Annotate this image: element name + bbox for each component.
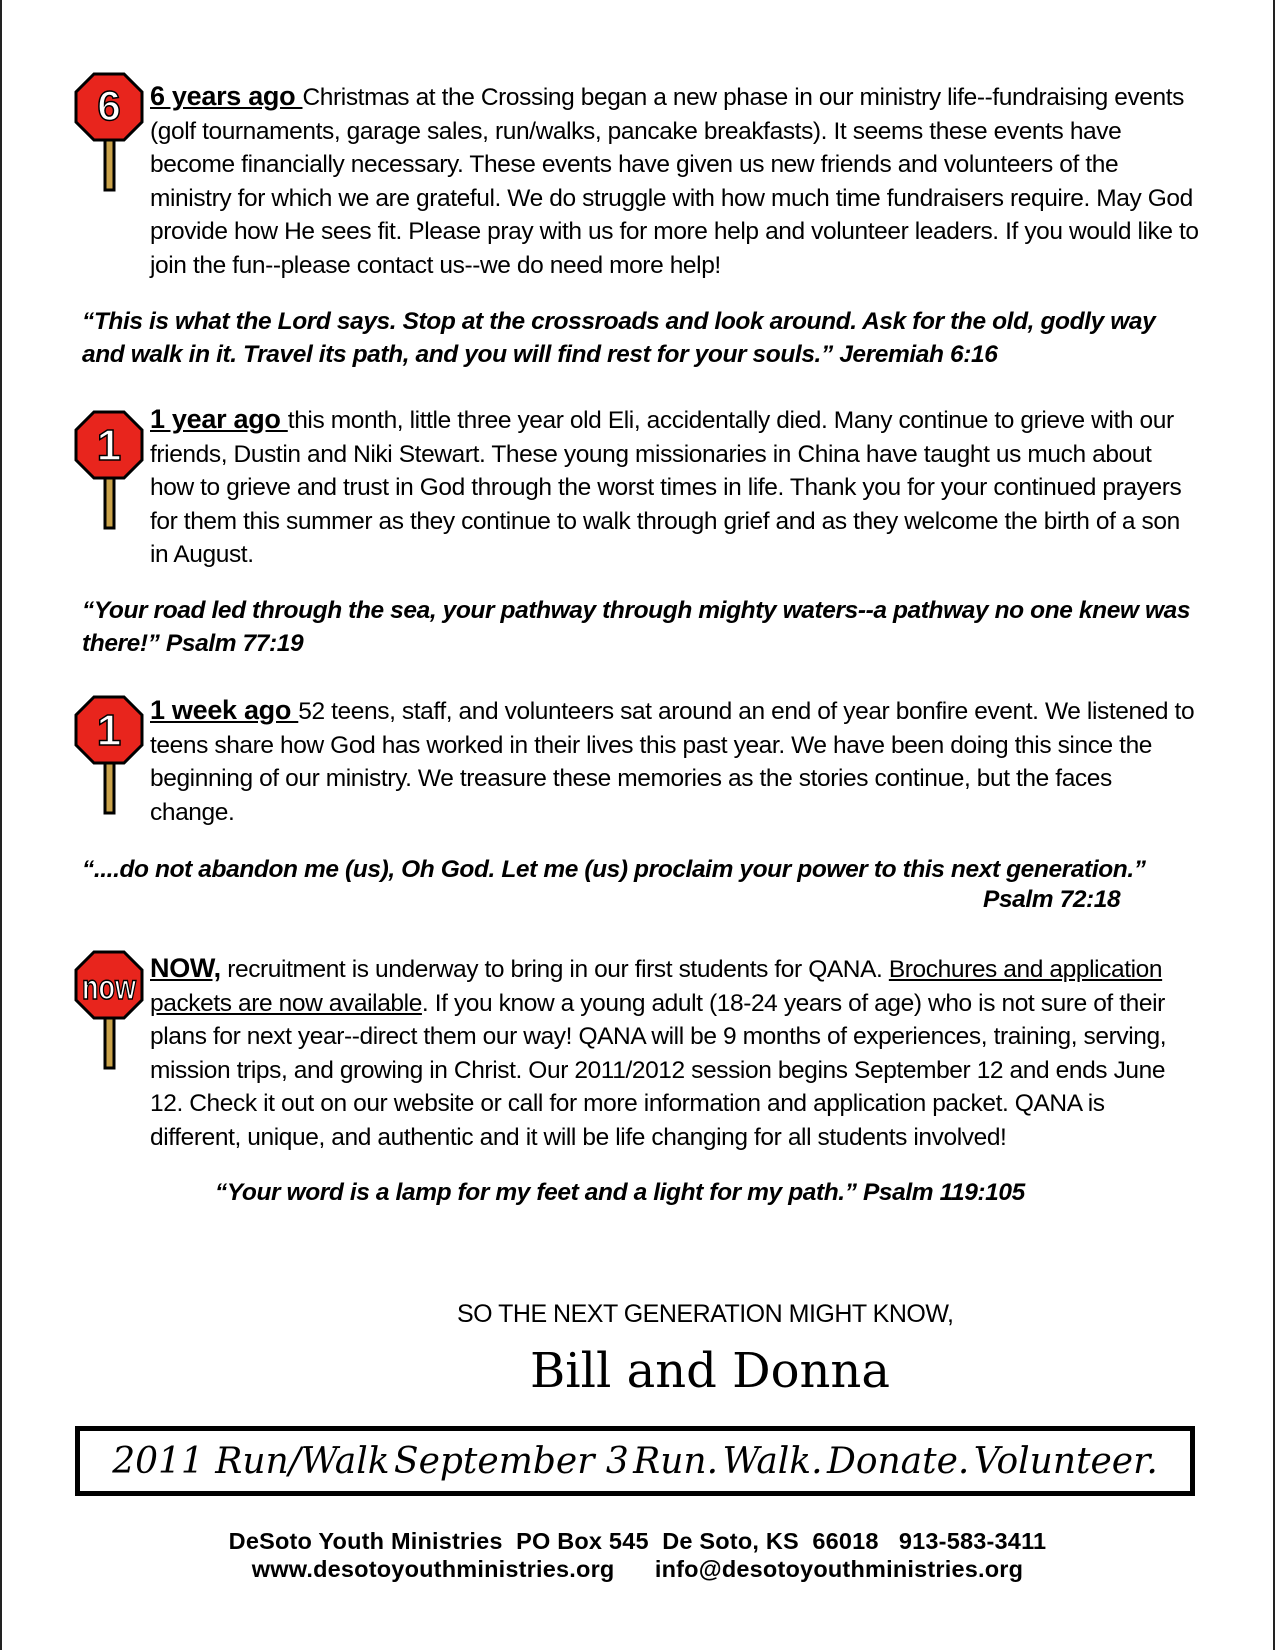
badge-label: 6 <box>97 82 121 129</box>
entry-text: this month, little three year old Eli, accidentally died. Many continue to grieve with our friends, Dustin and Niki Stewart. These young missionaries in China have taught us much about how to grieve and trust in God through the worst times in life. Thank you for your continued prayers for them this summer as they continue to walk through grief and as they welcome the birth of a son in August. <box>150 407 1182 568</box>
banner-walk: Walk. <box>722 1440 823 1482</box>
page-border-left <box>0 0 2 1650</box>
entry-text: recruitment is underway to bring in our first students for QANA. <box>220 956 889 983</box>
stop-sign-now-icon <box>74 950 144 1070</box>
banner-event: 2011 Run/Walk <box>112 1440 390 1482</box>
entry-1-week-ago <box>150 694 1200 829</box>
badge-label: now <box>82 967 136 1007</box>
entry-now <box>150 952 1200 1154</box>
scripture-ref-psalm-72: Psalm 72:18 <box>983 886 1121 913</box>
banner-donate: Donate. <box>826 1440 970 1482</box>
signature: Bill and Donna <box>530 1343 890 1399</box>
badge-label: 1 <box>96 421 122 470</box>
run-walk-banner <box>75 1426 1195 1496</box>
entry-text: 52 teens, staff, and volunteers sat around an end of year bonfire event. We listened to teens share how God has worked in their lives this past year. We have been doing this since the beginning of our ministry. We treasure these memories as the stories continue, but the faces change. <box>150 698 1195 826</box>
scripture-quote-jeremiah: “This is what the Lord says. Stop at the crossroads and look around. Ask for the old, godly way and walk in it. Travel its path, and you will find rest for your souls.” Jeremiah 6:16 <box>82 308 1156 368</box>
brochures-link-text: Brochures and application packets are now available <box>150 956 1163 1017</box>
entry-lead: 6 years ago <box>150 81 303 111</box>
scripture-quote-psalm-119: “Your word is a lamp for my feet and a light for my path.” Psalm 119:105 <box>215 1179 1025 1206</box>
scripture-quote-psalm-77: “Your road led through the sea, your pathway through mighty waters--a pathway no one knew was there!” Psalm 77:19 <box>82 597 1191 657</box>
stop-sign-6-icon <box>74 72 144 192</box>
footer-web-email: www.desotoyouthministries.org info@desotoyouthministries.org <box>251 1556 1024 1582</box>
entry-6-years-ago <box>150 80 1200 282</box>
badge-label: 1 <box>96 706 122 755</box>
closing-line: SO THE NEXT GENERATION MIGHT KNOW, <box>457 1300 954 1328</box>
entry-1-year-ago <box>150 403 1200 572</box>
stop-sign-1-week-icon <box>74 695 144 815</box>
stop-sign-1-icon <box>74 410 144 530</box>
entry-text-continued: . If you know a young adult (18-24 years of age) who is not sure of their plans for next year--direct them our way! QANA will be 9 months of experiences, training, serving, mission trips, and growing in Christ. Our 2011/2012 session begins September 12 and ends June 12. Check it out on our website or call for more information and application packet. QANA is different, unique, and authentic and it will be life changing for all students involved! <box>150 989 1167 1151</box>
entry-lead: NOW, <box>150 953 221 983</box>
banner-date: September 3 <box>393 1440 629 1482</box>
banner-run: Run. <box>633 1440 719 1482</box>
entry-lead: 1 year ago <box>150 404 288 434</box>
scripture-quote-psalm-72: “....do not abandon me (us), Oh God. Let me (us) proclaim your power to this next generation.” <box>82 856 1146 883</box>
banner-volunteer: Volunteer. <box>973 1440 1158 1482</box>
entry-lead: 1 week ago <box>150 695 299 725</box>
footer-address: DeSoto Youth Ministries PO Box 545 De Soto, KS 66018 913-583-3411 <box>228 1528 1047 1554</box>
entry-text: Christmas at the Crossing began a new phase in our ministry life--fundraising events (golf tournaments, garage sales, run/walks, pancake breakfasts). It seems these events have become financially necessary. These events have given us new friends and volunteers of the ministry for which we are grateful. We do struggle with how much time fundraisers require. May God provide how He sees fit. Please pray with us for more help and volunteer leaders. If you would like to join the fun--please contact us--we do need more help! <box>150 84 1199 279</box>
